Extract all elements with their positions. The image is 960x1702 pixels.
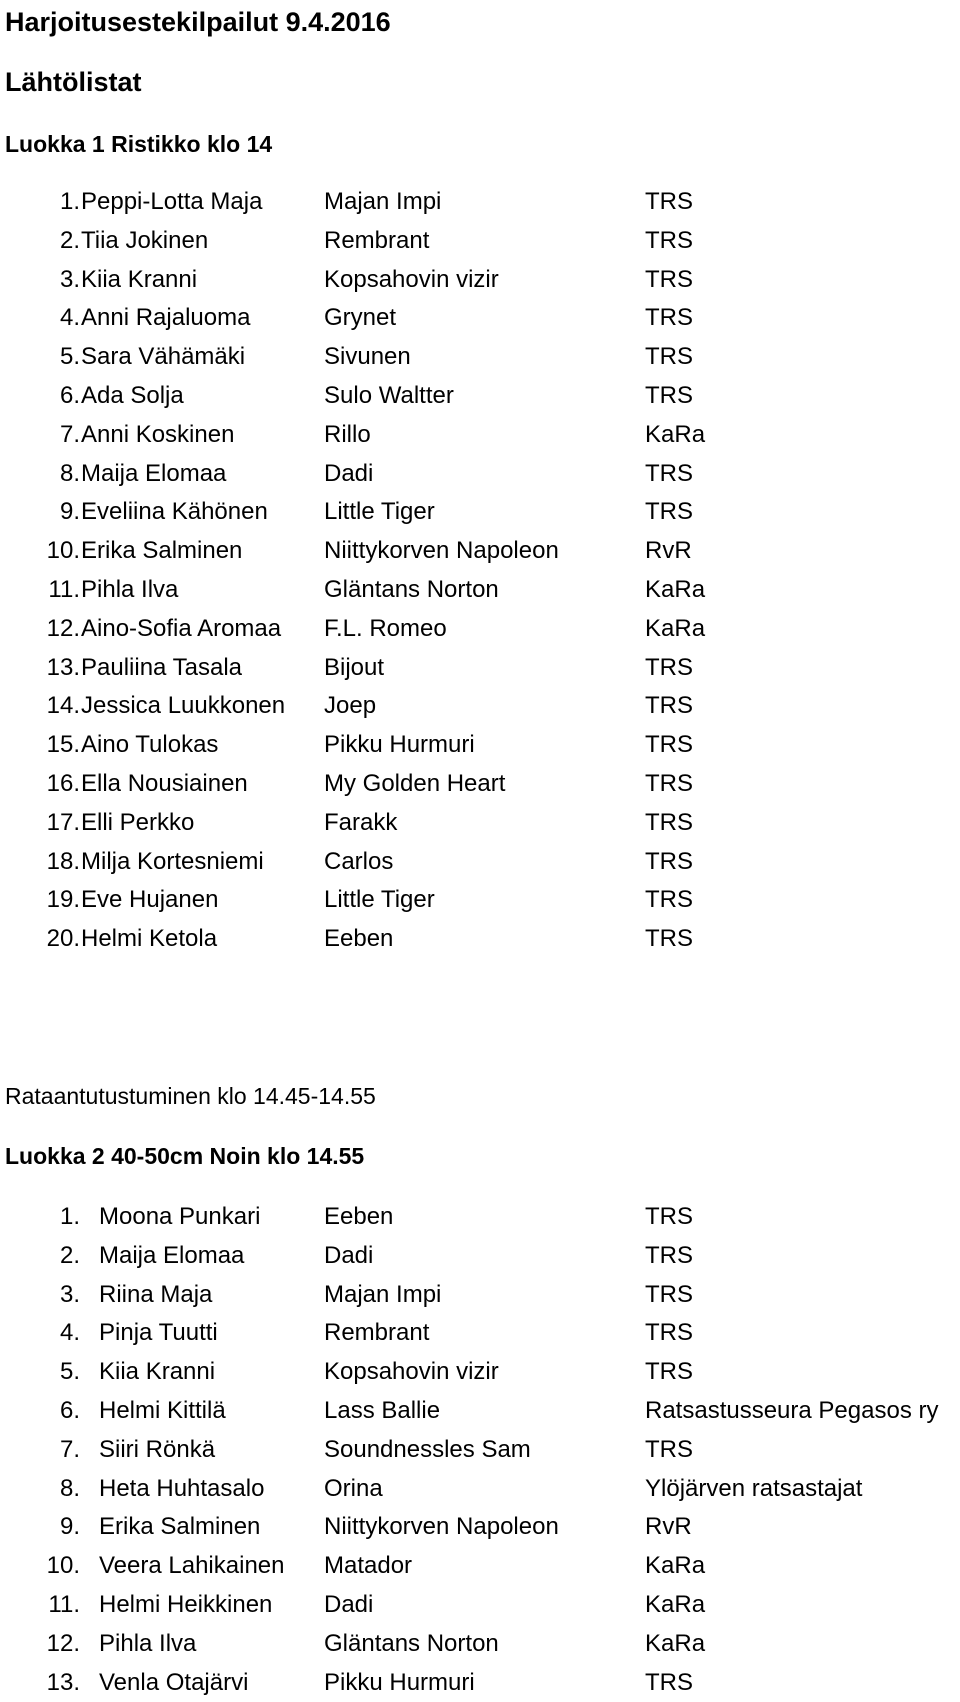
club-name: TRS (645, 1435, 693, 1463)
start-list-row (0, 1314, 960, 1353)
club-name: KaRa (645, 1629, 706, 1657)
rider-name: Aino Tulokas (81, 731, 219, 759)
rider-name: Peppi-Lotta Maja (81, 188, 263, 215)
club-name: KaRa (645, 614, 706, 642)
club-name: TRS (645, 1319, 693, 1347)
horse-name: Gläntans Norton (324, 1629, 499, 1657)
start-list-row (0, 1470, 960, 1509)
start-list-row (0, 1353, 960, 1392)
club-name: TRS (645, 226, 693, 254)
start-number: 8. (59, 1474, 80, 1502)
rider-name: Anni Koskinen (81, 420, 235, 448)
start-number: 4. (59, 304, 80, 332)
club-name: TRS (645, 769, 693, 797)
start-lists-heading: Lähtölistat (5, 67, 142, 97)
start-list-row (0, 881, 960, 920)
start-number: 13. (46, 1668, 80, 1696)
start-list-row (0, 1392, 960, 1431)
rider-name: Kiia Kranni (99, 1358, 216, 1386)
start-number: 13. (46, 653, 80, 681)
club-name: TRS (645, 265, 693, 293)
rider-name: Tiia Jokinen (81, 226, 209, 254)
club-name: TRS (645, 1203, 693, 1230)
start-list-row (0, 183, 960, 222)
club-name: TRS (645, 808, 693, 836)
horse-name: Majan Impi (324, 188, 442, 215)
start-number: 9. (59, 1513, 80, 1541)
club-name: Ratsastusseura Pegasos ry (645, 1396, 939, 1424)
horse-name: Sivunen (324, 343, 411, 371)
page-title: Harjoitusestekilpailut 9.4.2016 (5, 7, 391, 37)
rider-name: Erika Salminen (99, 1513, 261, 1541)
class1-heading: Luokka 1 Ristikko klo 14 (5, 131, 273, 157)
rider-name: Jessica Luukkonen (81, 692, 286, 720)
class1-start-list (0, 183, 960, 959)
club-name: KaRa (645, 1590, 706, 1618)
start-list-row (0, 1547, 960, 1586)
club-name: TRS (645, 653, 693, 681)
start-number: 17. (46, 808, 80, 836)
horse-name: Sulo Waltter (324, 381, 454, 409)
start-number: 7. (59, 420, 80, 448)
start-number: 16. (46, 769, 80, 797)
horse-name: Matador (324, 1552, 413, 1580)
horse-name: Little Tiger (324, 498, 435, 526)
start-list-row (0, 687, 960, 726)
club-name: TRS (645, 692, 693, 720)
start-list-row (0, 261, 960, 300)
horse-name: Eeben (324, 1203, 394, 1230)
club-name: TRS (645, 886, 693, 914)
start-list-row (0, 1431, 960, 1470)
start-number: 3. (59, 265, 80, 293)
start-number: 11. (48, 1590, 80, 1618)
start-number: 18. (46, 847, 80, 875)
rider-name: Eve Hujanen (81, 886, 219, 914)
rider-name: Maija Elomaa (81, 459, 227, 487)
start-list-row (0, 649, 960, 688)
start-list-row (0, 532, 960, 571)
rider-name: Helmi Kittilä (99, 1396, 226, 1424)
rider-name: Pinja Tuutti (99, 1319, 218, 1347)
rider-name: Maija Elomaa (99, 1241, 245, 1269)
horse-name: Little Tiger (324, 886, 435, 914)
start-list-row (0, 455, 960, 494)
club-name: TRS (645, 925, 693, 953)
horse-name: Joep (324, 692, 377, 720)
rider-name: Moona Punkari (99, 1203, 261, 1230)
horse-name: Bijout (324, 653, 385, 681)
start-list-row (0, 377, 960, 416)
start-number: 2. (59, 226, 80, 254)
rider-name: Siiri Rönkä (99, 1435, 216, 1463)
rider-name: Heta Huhtasalo (99, 1474, 265, 1502)
start-number: 5. (59, 1358, 80, 1386)
horse-name: Dadi (324, 1241, 374, 1269)
horse-name: Niittykorven Napoleon (324, 1513, 559, 1541)
course-walk-note: Rataantutustuminen klo 14.45-14.55 (5, 1083, 376, 1109)
start-list-row (0, 765, 960, 804)
horse-name: Farakk (324, 808, 398, 836)
start-list-row (0, 1625, 960, 1664)
club-name: TRS (645, 847, 693, 875)
rider-name: Elli Perkko (81, 808, 195, 836)
start-list-row (0, 1276, 960, 1315)
horse-name: Carlos (324, 847, 394, 875)
rider-name: Anni Rajaluoma (81, 304, 251, 332)
start-number: 6. (59, 381, 80, 409)
horse-name: Lass Ballie (324, 1396, 441, 1424)
club-name: KaRa (645, 1552, 706, 1580)
club-name: TRS (645, 498, 693, 526)
start-list-row (0, 1237, 960, 1276)
start-list-row (0, 610, 960, 649)
class2-start-list (0, 1198, 960, 1702)
start-number: 7. (59, 1435, 80, 1463)
start-number: 1. (59, 1203, 80, 1230)
horse-name: Gläntans Norton (324, 575, 499, 603)
start-number: 6. (59, 1396, 80, 1424)
club-name: TRS (645, 343, 693, 371)
club-name: TRS (645, 459, 693, 487)
horse-name: Niittykorven Napoleon (324, 537, 559, 565)
horse-name: Rembrant (324, 1319, 430, 1347)
start-number: 2. (59, 1241, 80, 1269)
rider-name: Veera Lahikainen (99, 1552, 285, 1580)
rider-name: Helmi Heikkinen (99, 1590, 273, 1618)
club-name: TRS (645, 1358, 693, 1386)
club-name: TRS (645, 188, 693, 215)
start-number: 4. (59, 1319, 80, 1347)
start-number: 10. (46, 537, 80, 565)
start-list-row (0, 571, 960, 610)
start-list-row (0, 1664, 960, 1702)
horse-name: Rembrant (324, 226, 430, 254)
rider-name: Helmi Ketola (81, 925, 218, 953)
rider-name: Kiia Kranni (81, 265, 198, 293)
start-list-row (0, 804, 960, 843)
club-name: RvR (645, 537, 692, 565)
rider-name: Milja Kortesniemi (81, 847, 264, 875)
start-number: 12. (46, 1629, 80, 1657)
start-list-row (0, 920, 960, 959)
rider-name: Aino-Sofia Aromaa (81, 614, 282, 642)
club-name: TRS (645, 731, 693, 759)
rider-name: Ella Nousiainen (81, 769, 248, 797)
start-number: 1. (59, 188, 80, 215)
horse-name: Eeben (324, 925, 394, 953)
horse-name: Soundnessles Sam (324, 1435, 531, 1463)
start-list-row (0, 416, 960, 455)
rider-name: Venla Otajärvi (99, 1668, 249, 1696)
rider-name: Eveliina Kähönen (81, 498, 268, 526)
start-list-row (0, 726, 960, 765)
horse-name: Orina (324, 1474, 383, 1502)
horse-name: Grynet (324, 304, 397, 332)
club-name: TRS (645, 1241, 693, 1269)
horse-name: Kopsahovin vizir (324, 265, 499, 293)
rider-name: Ada Solja (81, 381, 184, 409)
horse-name: F.L. Romeo (324, 614, 447, 642)
start-number: 11. (48, 575, 80, 603)
club-name: Ylöjärven ratsastajat (645, 1474, 863, 1502)
start-number: 12. (46, 614, 80, 642)
club-name: RvR (645, 1513, 692, 1541)
horse-name: Majan Impi (324, 1280, 442, 1308)
horse-name: Kopsahovin vizir (324, 1358, 499, 1386)
class2-heading: Luokka 2 40-50cm Noin klo 14.55 (5, 1143, 365, 1169)
rider-name: Sara Vähämäki (81, 343, 246, 371)
horse-name: Pikku Hurmuri (324, 1668, 475, 1696)
horse-name: Rillo (324, 420, 371, 448)
start-number: 15. (46, 731, 80, 759)
club-name: TRS (645, 1280, 693, 1308)
start-list-row (0, 222, 960, 261)
horse-name: Dadi (324, 459, 374, 487)
horse-name: Pikku Hurmuri (324, 731, 475, 759)
rider-name: Erika Salminen (81, 537, 243, 565)
start-number: 3. (59, 1280, 80, 1308)
start-number: 19. (46, 886, 80, 914)
horse-name: Dadi (324, 1590, 374, 1618)
start-list-row (0, 843, 960, 882)
start-list-row (0, 1508, 960, 1547)
start-list-row (0, 1198, 960, 1237)
rider-name: Riina Maja (99, 1280, 213, 1308)
start-number: 9. (59, 498, 80, 526)
start-list-row (0, 338, 960, 377)
start-number: 10. (46, 1552, 80, 1580)
club-name: KaRa (645, 420, 706, 448)
start-number: 14. (46, 692, 80, 720)
start-number: 8. (59, 459, 80, 487)
club-name: KaRa (645, 575, 706, 603)
start-number: 5. (59, 343, 80, 371)
start-number: 20. (46, 925, 80, 953)
rider-name: Pihla Ilva (99, 1629, 197, 1657)
start-list-row (0, 299, 960, 338)
start-list-row (0, 1586, 960, 1625)
rider-name: Pihla Ilva (81, 575, 179, 603)
start-list-row (0, 493, 960, 532)
club-name: TRS (645, 304, 693, 332)
horse-name: My Golden Heart (324, 769, 506, 797)
club-name: TRS (645, 1668, 693, 1696)
club-name: TRS (645, 381, 693, 409)
rider-name: Pauliina Tasala (81, 653, 243, 681)
